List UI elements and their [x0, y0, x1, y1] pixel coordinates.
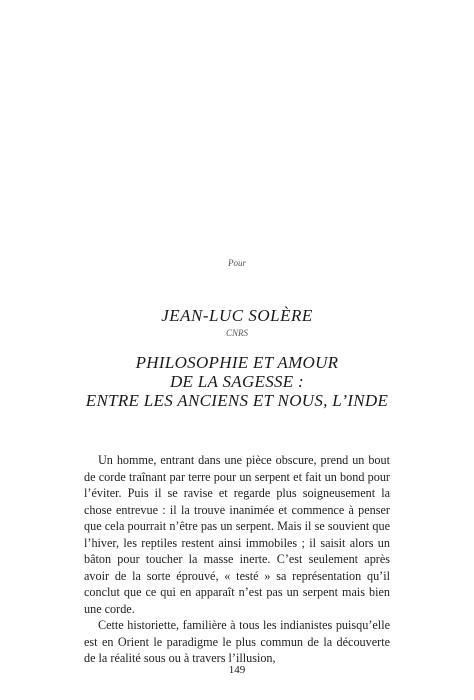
body-text — [84, 452, 390, 667]
paragraph-2: Cette historiette, familière à tous les indianistes puisqu’elle est en Orient le paradigme le plus commun de la découverte de la réalité sous ou à travers l’illusion, — [84, 618, 390, 665]
title-line-3: ENTRE LES ANCIENS ET NOUS, L’INDE — [85, 391, 389, 410]
author-name: JEAN-LUC SOLÈRE — [161, 306, 313, 325]
title-line-2: DE LA SAGESSE : — [169, 372, 305, 391]
affiliation-label: CNRS — [225, 328, 248, 338]
page-number: 149 — [228, 664, 246, 676]
chapter-title — [0, 353, 474, 410]
title-line-1: PHILOSOPHIE ET AMOUR — [135, 353, 339, 372]
dedication-label: Pour — [228, 258, 246, 268]
paragraph-1: Un homme, entrant dans une pièce obscure, prend un bout de corde traînant par terre pour un serpent et fait un bond pour l’éviter. Puis il se ravise et regarde plus soigneusement la chose entrevue : il la trouve inanimée et commence à penser que cela pourrait n’être pas un serpent. Mais il se souvient que l’hiver, les reptiles restent ainsi immobiles ; il saisit alors un bâton pour toucher la masse inerte. C’est seulement après avoir de la sorte éprouvé, « testé » sa représentation qu’il conclut que ce qui en apparaît n’est pas un serpent mais bien une corde. — [84, 453, 390, 616]
